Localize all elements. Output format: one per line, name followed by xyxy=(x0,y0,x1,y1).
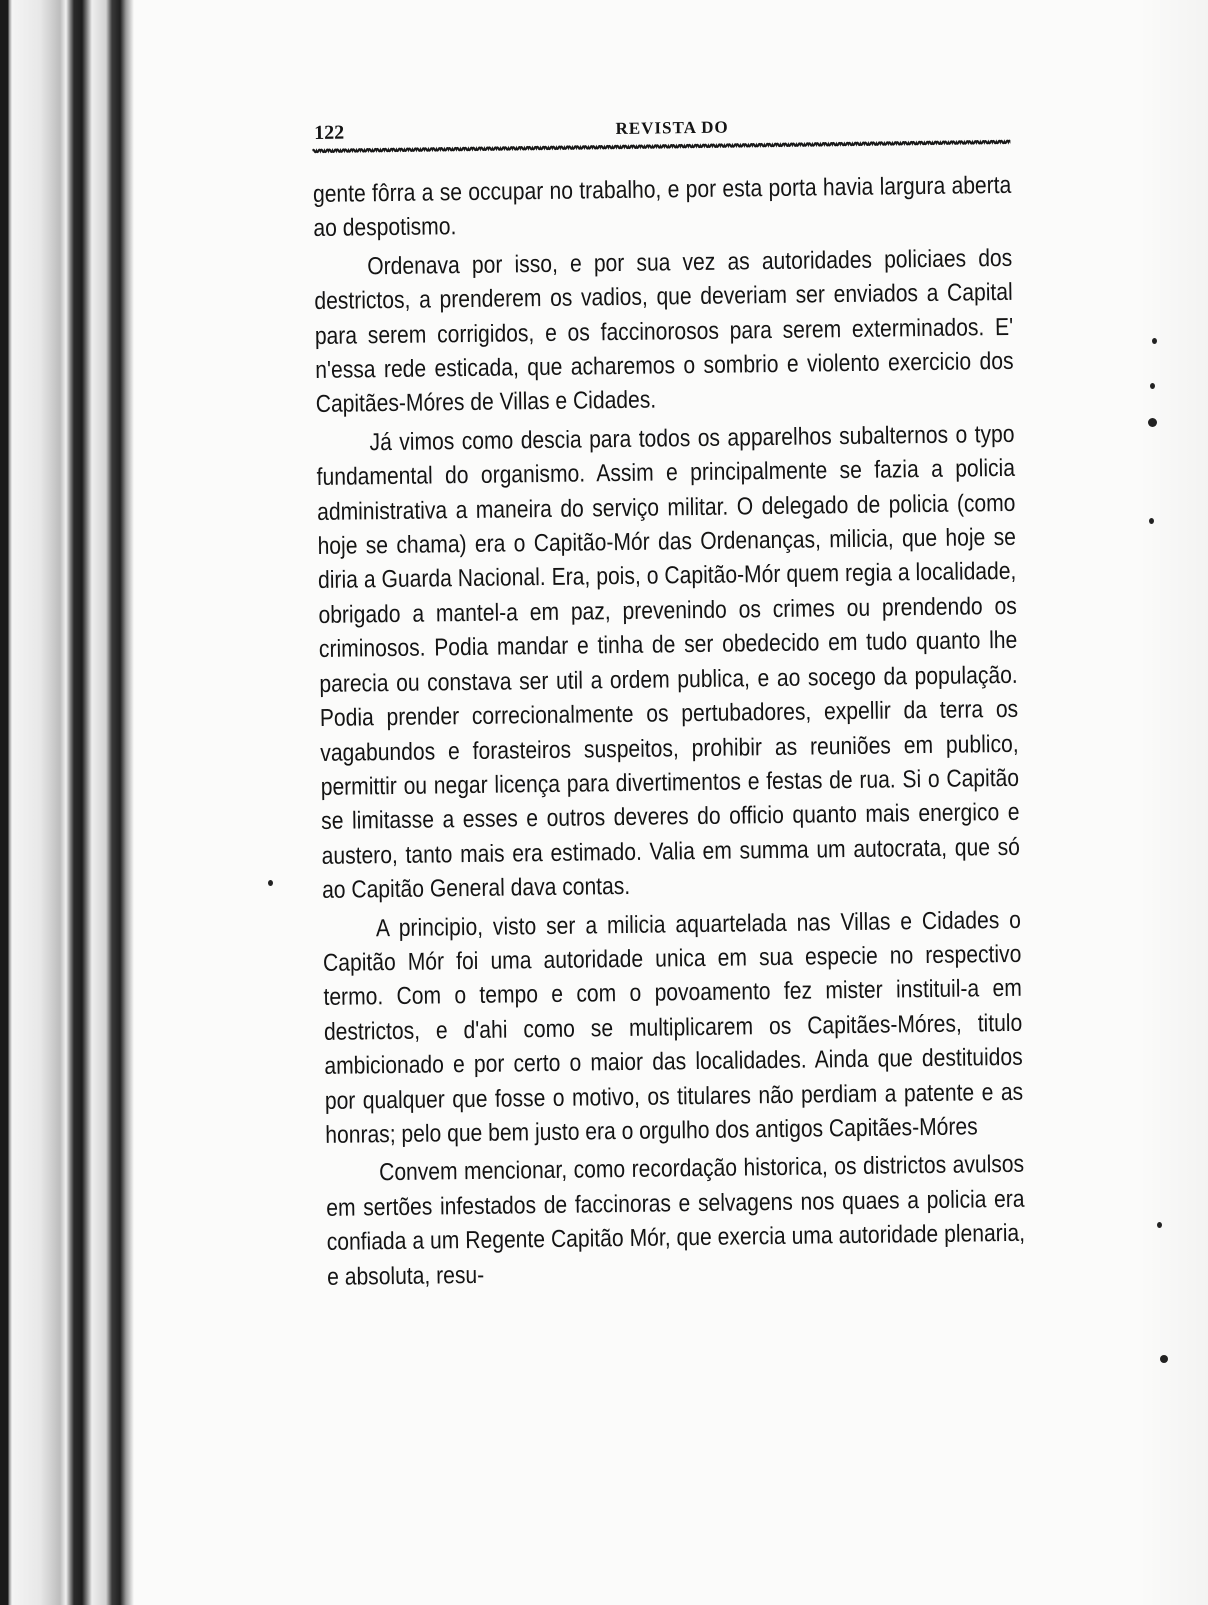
scan-speck xyxy=(1148,418,1157,427)
paragraph: gente fôrra a se occupar no trabalho, e por esta porta havia largura aberta ao despotismo. xyxy=(312,171,1012,243)
book-page xyxy=(312,109,1047,1299)
scan-speck xyxy=(268,880,273,886)
scan-speck xyxy=(1157,1222,1162,1228)
running-head: REVISTA DO xyxy=(615,117,729,139)
paragraph: A principio, visto ser a milicia aquartelada nas Villas e Cidades o Capitão Mór foi uma autoridade unica em sua especie no respectivo termo. Com o tempo e com o povoamento fez mister instituil-a em destrictos, e d'ahi como se multiplicarem os Capitães-Móres, titulo ambicionado e por certo o maior das localidades. Ainda que destituidos por qualquer que fosse o motivo, os titulares não perdiam a patente e as honras; pelo que bem justo era o orgulho dos antigos Capitães-Móres xyxy=(322,906,1024,1149)
scan-speck xyxy=(1149,518,1154,524)
page-right-edge xyxy=(1138,0,1208,1605)
page-number: 122 xyxy=(314,121,345,144)
page-header xyxy=(312,109,1032,148)
paragraph: Ordenava por isso, e por sua vez as autoridades policiaes dos destrictos, a prenderem os vadios, que deveriam ser enviados a Capital para serem corrigidos, e os faccinorosos para serem exterminados. E' n'essa rede esticada, que acharemos o sombrio e violento exercicio dos Capitães-Móres de Villas e Cidades. xyxy=(314,244,1014,419)
paragraph: Já vimos como descia para todos os apparelhos subalternos o typo fundamental do organismo. Assim e principalmente se fazia a policia administrativa a maneira do serviço militar. O delegado de policia (como hoje se chama) era o Capitão-Mór das Ordenanças, milicia, que hoje se diria a Guarda Nacional. Era, pois, o Capitão-Mór quem regia a localidade, obrigado a mantel-a em paz, prevenindo os crimes ou prendendo os criminosos. Podia mandar e tinha de ser obedecido em tudo quanto lhe parecia ou constava ser util a ordem publica, e ao socego da população. Podia prender correcionalmente os pertubadores, expellir da terra os vagabundos e forasteiros suspeitos, prohibir as reuniões em publico, permittir ou negar licença para divertimentos e festas de rua. Si o Capitão se limitasse a esses e outros deveres do officio quanto mais energico e austero, tanto mais era estimado. Valia em summa um autocrata, que só ao Capitão General dava contas. xyxy=(316,420,1021,905)
paragraph: Convem mencionar, como recordação historica, os districtos avulsos em sertões infestados de faccinoras e selvagens nos quaes a policia era confiada a um Regente Capitão Mór, que exercia uma autoridade plenaria, e absoluta, resu- xyxy=(326,1151,1026,1291)
body-text xyxy=(313,169,1026,1295)
scan-speck xyxy=(1152,338,1157,344)
scan-speck xyxy=(1160,1355,1168,1363)
scan-speck xyxy=(1150,383,1155,389)
book-binding-edge xyxy=(0,0,135,1605)
